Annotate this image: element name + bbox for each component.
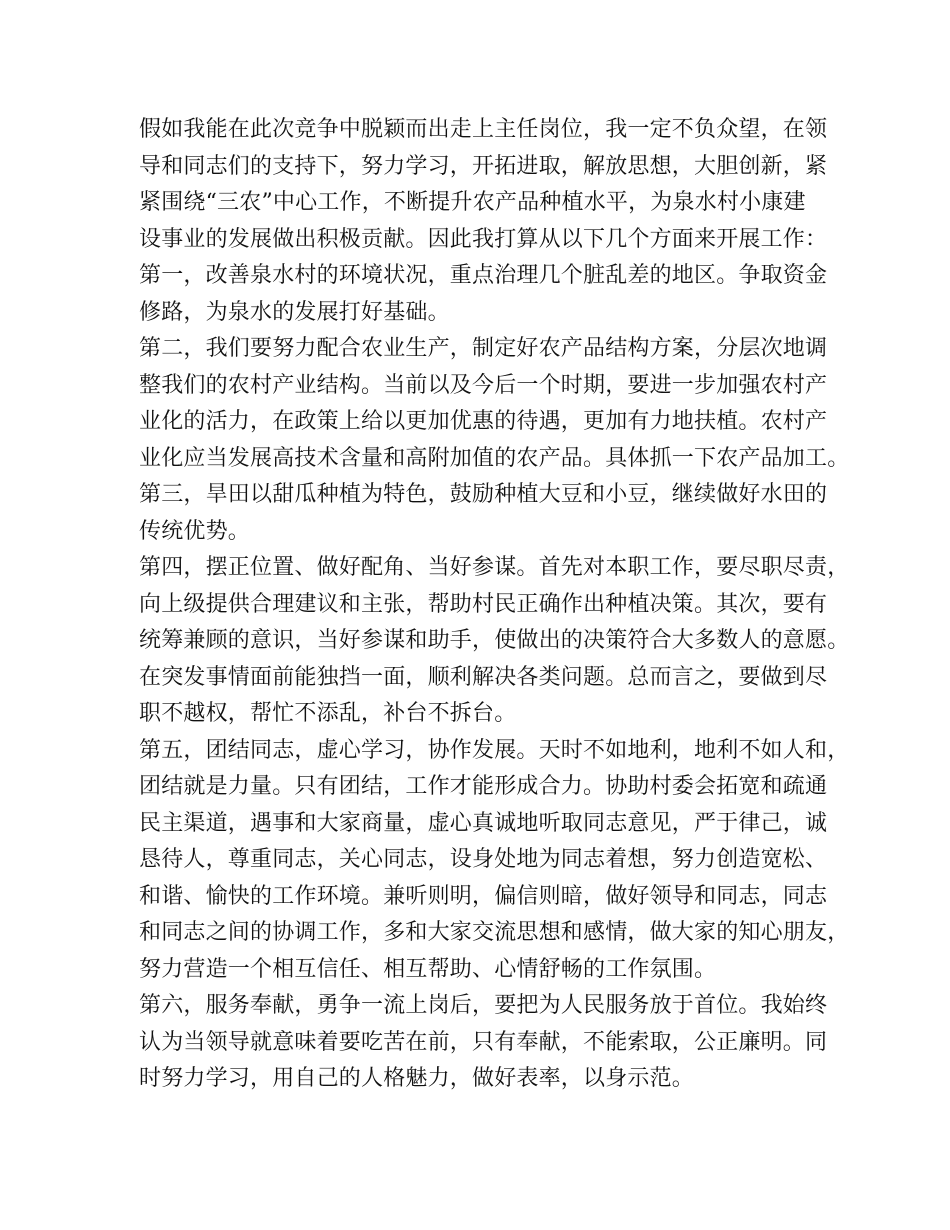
text-line: 传统优势。 [139, 518, 251, 544]
text-line: 第六，服务奉献，勇争一流上岗后，要把为人民服务放于首位。我始终 [139, 993, 828, 1018]
text-line: 时努力学习，用自己的人格魅力，做好表率，以身示范。 [139, 1066, 695, 1091]
text-line: 民主渠道，遇事和大家商量，虚心真诚地听取同志意见，严于律己，诚 [139, 810, 828, 836]
text-line: 假如我能在此次竞争中脱颖而出走上主任岗位，我一定不负众望，在领 [139, 117, 828, 142]
text-line: 第二，我们要努力配合农业生产，制定好农产品结构方案，分层次地调 [139, 336, 828, 361]
text-line: 和同志之间的协调工作，多和大家交流思想和感情，做大家的知心朋友， [139, 920, 850, 945]
text-line: 认为当领导就意味着要吃苦在前，只有奉献，不能索取，公正廉明。同 [139, 1029, 828, 1055]
text-line: 业化的活力，在政策上给以更加优惠的待遇，更加有力地扶植。农村产 [139, 409, 828, 434]
text-line: 导和同志们的支持下，努力学习，开拓进取，解放思想，大胆创新，紧 [139, 153, 828, 179]
text-line: 统筹兼顾的意识，当好参谋和助手，使做出的决策符合大多数人的意愿。 [139, 628, 850, 653]
text-line: 恳待人，尊重同志，关心同志，设身处地为同志着想，努力创造宽松、 [139, 847, 828, 872]
text-line: 职不越权，帮忙不添乱，补台不拆台。 [139, 701, 517, 726]
text-line: 业化应当发展高技术含量和高附加值的农产品。具体抓一下农产品加工。 [139, 445, 850, 471]
text-line: 第三，旱田以甜瓜种植为特色，鼓励种植大豆和小豆，继续做好水田的 [139, 482, 828, 507]
text-line: 第五，团结同志，虚心学习，协作发展。天时不如地利，地利不如人和， [139, 737, 850, 763]
text-line: 第四，摆正位置、做好配角、当好参谋。首先对本职工作，要尽职尽责， [139, 555, 850, 580]
body-text [139, 112, 850, 1098]
text-line: 修路，为泉水的发展打好基础。 [139, 299, 450, 325]
text-line: 整我们的农村产业结构。当前以及今后一个时期，要进一步加强农村产 [139, 372, 828, 398]
text-line: 努力营造一个相互信任、相互帮助、心情舒畅的工作氛围。 [139, 956, 717, 982]
text-line: 向上级提供合理建议和主张，帮助村民正确作出种植决策。其次，要有 [139, 591, 828, 617]
text-line: 和谐、愉快的工作环境。兼听则明，偏信则暗，做好领导和同志，同志 [139, 883, 828, 909]
text-line: 第一，改善泉水村的环境状况，重点治理几个脏乱差的地区。争取资金 [139, 263, 828, 288]
text-line: 紧围绕“三农”中心工作，不断提升农产品种植水平，为泉水村小康建 [139, 190, 806, 215]
text-line: 设事业的发展做出积极贡献。因此我打算从以下几个方面来开展工作： [139, 226, 828, 252]
text-line: 在突发事情面前能独挡一面，顺利解决各类问题。总而言之，要做到尽 [139, 664, 828, 690]
text-line: 团结就是力量。只有团结，工作才能形成合力。协助村委会拓宽和疏通 [139, 774, 828, 799]
